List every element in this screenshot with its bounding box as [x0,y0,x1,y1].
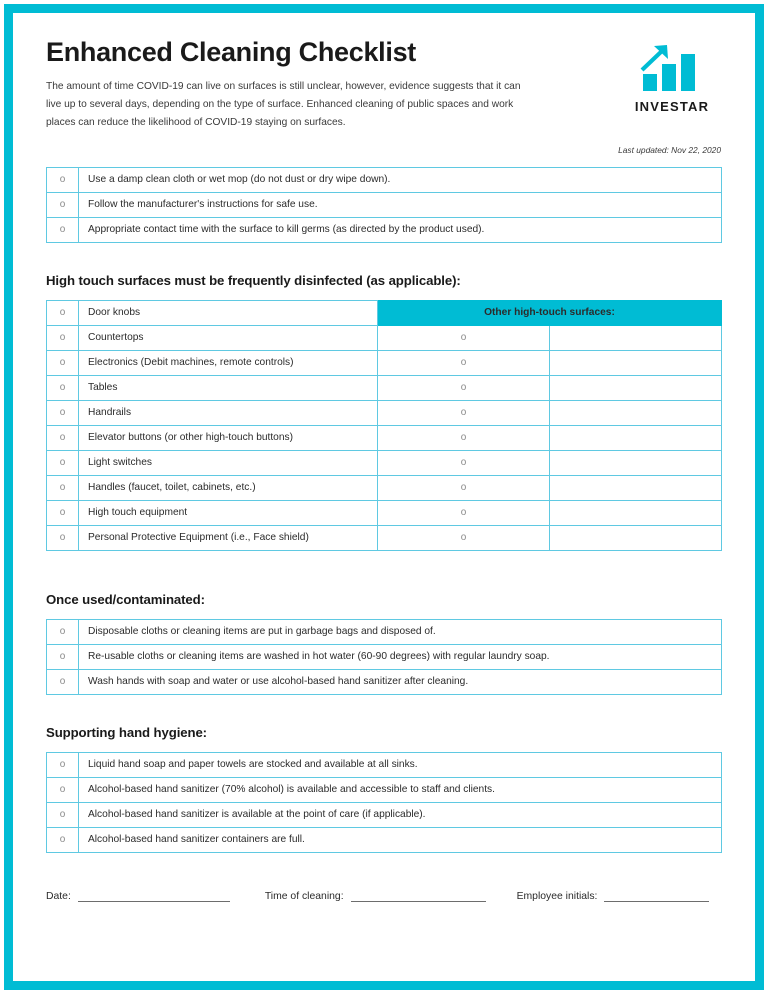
time-field-group [265,891,486,902]
initials-field-group [517,891,710,902]
once-used-table [46,619,722,695]
table-row[interactable] [47,325,722,350]
document-header [46,37,722,132]
employee-initials-label: Employee initials: [516,890,598,902]
checkbox-cell-other[interactable]: o [378,475,550,500]
checkbox-cell-other[interactable]: o [378,425,550,450]
checkbox-cell[interactable]: o [47,375,79,400]
checkbox-cell[interactable]: o [47,167,79,192]
hand-hygiene-text: Alcohol-based hand sanitizer (70% alcohol) is available and accessible to staff and clients. [79,777,722,802]
table-row[interactable] [47,400,722,425]
checkbox-cell[interactable]: o [47,192,79,217]
page-content [13,13,755,981]
practice-text: Appropriate contact time with the surface to kill germs (as directed by the product used). [79,217,722,242]
table-row[interactable] [47,192,722,217]
checkbox-cell[interactable]: o [47,500,79,525]
checkbox-cell[interactable]: o [47,619,79,644]
checkbox-cell[interactable]: o [47,525,79,550]
checkbox-cell[interactable]: o [47,644,79,669]
other-surface-input[interactable] [550,525,722,550]
table-row[interactable] [47,425,722,450]
other-surface-input[interactable] [550,500,722,525]
time-of-cleaning-input[interactable] [351,891,486,902]
table-row[interactable] [47,525,722,550]
section-heading-once-used: Once used/contaminated: [46,591,205,607]
section-heading-hand-hygiene: Supporting hand hygiene: [46,724,207,740]
other-surface-input[interactable] [550,375,722,400]
other-surface-input[interactable] [550,350,722,375]
brand-name: INVESTAR [634,99,710,114]
surface-text: Light switches [79,450,378,475]
checkbox-cell-other[interactable]: o [378,525,550,550]
page-frame [4,4,764,990]
table-row[interactable] [47,777,722,802]
checkbox-cell[interactable]: o [47,752,79,777]
checkbox-cell[interactable]: o [47,827,79,852]
surface-text: Door knobs [79,300,378,325]
surface-text: Electronics (Debit machines, remote controls) [79,350,378,375]
table-row[interactable] [47,475,722,500]
checkbox-cell[interactable]: o [47,400,79,425]
table-row[interactable] [47,619,722,644]
table-row[interactable] [47,167,722,192]
brand-logo [624,43,720,114]
checkbox-cell[interactable]: o [47,669,79,694]
surface-text: Handles (faucet, toilet, cabinets, etc.) [79,475,378,500]
once-used-text: Wash hands with soap and water or use alcohol-based hand sanitizer after cleaning. [79,669,722,694]
hand-hygiene-text: Liquid hand soap and paper towels are stocked and available at all sinks. [79,752,722,777]
checkbox-cell-other[interactable]: o [378,400,550,425]
practice-text: Use a damp clean cloth or wet mop (do not dust or dry wipe down). [79,167,722,192]
table-row[interactable] [47,300,722,325]
header-text-block [46,37,546,132]
section-heading-high-touch: High touch surfaces must be frequently disinfected (as applicable): [46,272,461,288]
table-row[interactable] [47,375,722,400]
other-surface-input[interactable] [550,425,722,450]
table-row[interactable] [47,500,722,525]
date-label: Date: [46,890,71,902]
other-surface-input[interactable] [550,450,722,475]
employee-initials-input[interactable] [604,891,709,902]
checkbox-cell-other[interactable]: o [378,325,550,350]
other-surface-input[interactable] [550,475,722,500]
table-row[interactable] [47,802,722,827]
other-surface-input[interactable] [550,325,722,350]
checkbox-cell-other[interactable]: o [378,375,550,400]
surface-text: Handrails [79,400,378,425]
table-row[interactable] [47,450,722,475]
checkbox-cell-other[interactable]: o [378,450,550,475]
checkbox-cell[interactable]: o [47,802,79,827]
checkbox-cell[interactable]: o [47,450,79,475]
general-practices-table [46,167,722,243]
hand-hygiene-table [46,752,722,853]
surface-text: Elevator buttons (or other high-touch buttons) [79,425,378,450]
table-row[interactable] [47,350,722,375]
high-touch-surfaces-table [46,300,722,551]
surface-text: Personal Protective Equipment (i.e., Face shield) [79,525,378,550]
once-used-text: Disposable cloths or cleaning items are put in garbage bags and disposed of. [79,619,722,644]
date-field-group [46,891,230,902]
checkbox-cell[interactable]: o [47,475,79,500]
practice-text: Follow the manufacturer's instructions for safe use. [79,192,722,217]
checkbox-cell[interactable]: o [47,217,79,242]
other-surface-input[interactable] [550,400,722,425]
checkbox-cell-other[interactable]: o [378,350,550,375]
table-row[interactable] [47,827,722,852]
page-title: Enhanced Cleaning Checklist [46,37,416,67]
intro-paragraph: The amount of time COVID-19 can live on surfaces is still unclear, however, evidence suggests that it can live up to several days, depending on the type of surface. Enhanced cleaning of public spaces and work places can reduce the likelihood of COVID-19 staying on surfaces. [46,81,521,128]
surface-text: Tables [79,375,378,400]
checkbox-cell[interactable]: o [47,325,79,350]
time-of-cleaning-label: Time of cleaning: [264,890,344,902]
checkbox-cell[interactable]: o [47,350,79,375]
once-used-text: Re-usable cloths or cleaning items are washed in hot water (60-90 degrees) with regular laundry soap. [79,644,722,669]
checkbox-cell[interactable]: o [47,425,79,450]
hand-hygiene-text: Alcohol-based hand sanitizer containers are full. [79,827,722,852]
date-input[interactable] [78,891,230,902]
table-row[interactable] [47,644,722,669]
table-row[interactable] [47,752,722,777]
last-updated-text: Last updated: Nov 22, 2020 [618,144,721,155]
surface-text: Countertops [79,325,378,350]
table-row[interactable] [47,217,722,242]
signature-footer [46,891,722,902]
other-surfaces-header: Other high-touch surfaces: [378,300,722,325]
checkbox-cell[interactable]: o [47,777,79,802]
checkbox-cell-other[interactable]: o [378,500,550,525]
checkbox-cell[interactable]: o [47,300,79,325]
surface-text: High touch equipment [79,500,378,525]
bar-chart-growth-arrow-icon [637,43,707,93]
table-row[interactable] [47,669,722,694]
hand-hygiene-text: Alcohol-based hand sanitizer is available at the point of care (if applicable). [79,802,722,827]
